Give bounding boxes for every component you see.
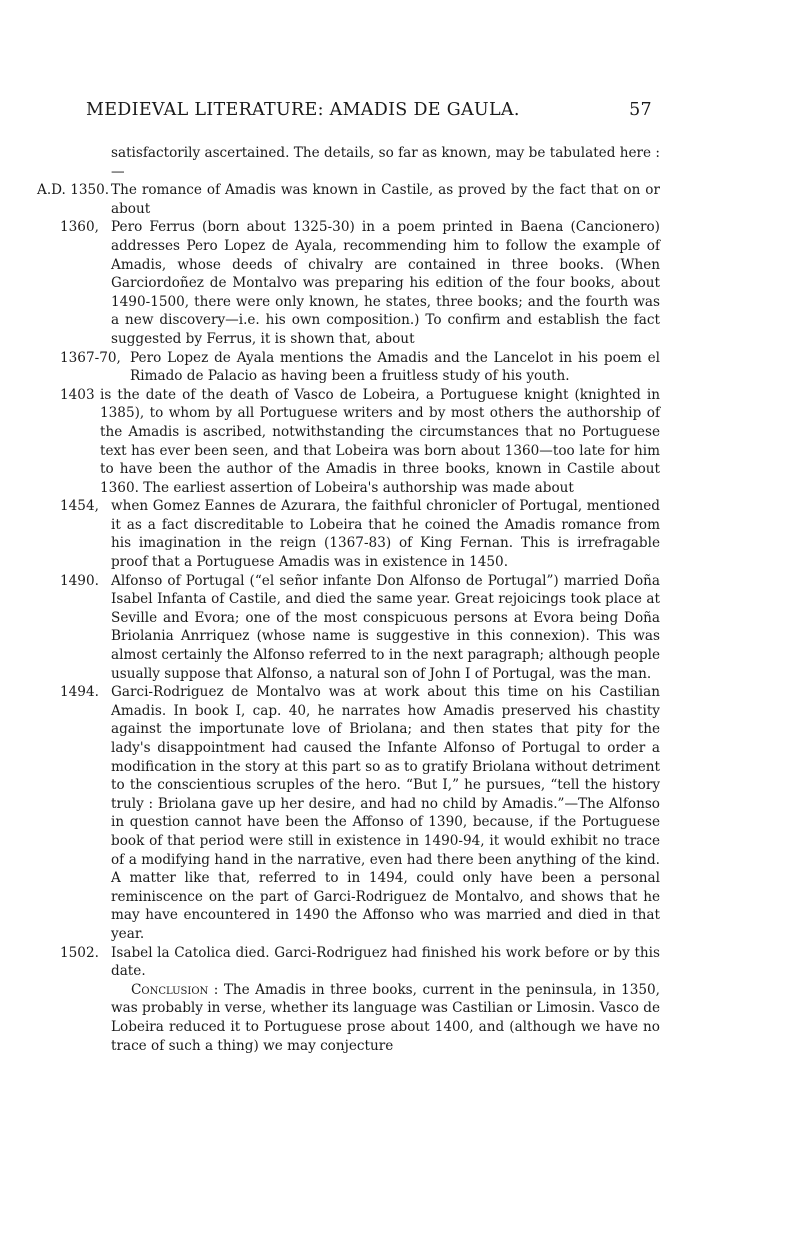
entry-date: 1502. [60, 944, 99, 961]
conclusion-text: The Amadis in three books, current in the peninsula, in 1350, was probably in verse, whether its language was Castilian or Limosin. Vasco de Lobeira reduced it to Portuguese prose about 1400, and (although we have no trace of such a thing) we may conjecture [111, 981, 660, 1054]
chronology-entry [37, 181, 660, 218]
entry-date: 1494. [60, 684, 99, 701]
entry-text: when Gomez Eannes de Azurara, the faithful chronicler of Portugal, mentioned it as a fact discreditable to Lobeira that he coined the Amadis romance from his imagination in the reign (1367-83) of King Fernan. This is irrefragable proof that a Portuguese Amadis was in existence in 1450. [111, 498, 660, 571]
chronology-entry [60, 218, 660, 348]
entry-date: 1403 [60, 386, 95, 403]
chronology-entry [60, 386, 660, 498]
chronology-entry [60, 572, 660, 684]
entry-date: 1367-70, [60, 349, 121, 366]
running-title: MEDIEVAL LITERATURE: AMADIS DE GAULA. [86, 100, 520, 120]
entry-text: Garci-Rodriguez de Montalvo was at work about this time on his Castilian Amadis. In book I, cap. 40, he narrates how Amadis preserved his chastity against the importunate love of Briolana; and then states that pity for the lady's disappointment had caused the Infante Alfonso of Portugal to order a modification in the story at this part so as to gratify Briolana without detriment to the conscientious scruples of the hero. “But I,” he pursues, “tell the history truly : Briolana gave up her desire, and had no child by Amadis.”—The Alfonso in question cannot have been the Affonso of 1390, because, if the Portuguese book of that period were still in existence in 1490-94, it would exhibit no trace of a modifying hand in the narrative, even had there been anything of the kind. A matter like that, referred to in 1494, could only have been a personal reminiscence on the part of Garci-Rodriguez de Montalvo, and shows that he may have encountered in 1490 the Affonso who was married and died in that year. [111, 684, 660, 942]
chronology-entry [60, 349, 660, 386]
entry-text: Alfonso of Portugal (“el señor infante Don Alfonso de Portugal”) married Doña Isabel Infanta of Castile, and died the same year. Great rejoicings took place at Seville and Evora; one of the most conspicuous persons at Evora being Doña Briolania Anrriquez (whose name is suggestive in this connexion). This was almost certainly the Alfonso referred to in the next paragraph; although people usually suppose that Alfonso, a natural son of John I of Portugal, was the man. [111, 572, 660, 682]
entry-date: A.D. 1350. [37, 182, 110, 199]
entry-text: Pero Ferrus (born about 1325-30) in a poem printed in Baena (Cancionero) addresses Pero Lopez de Ayala, recommending him to follow the example of Amadis, whose deeds of chivalry are contained in three books. (When Garciordoñez de Montalvo was preparing his edition of the four books, about 1490-1500, there were only known, he states, three books; and the fourth was a new discovery—i.e. his own composition.) To confirm and establish the fact suggested by Ferrus, it is shown that, about [111, 219, 660, 347]
entry-text: Pero Lopez de Ayala mentions the Amadis and the Lancelot in his poem el Rimado de Palacio as having been a fruitless study of his youth. [130, 349, 660, 385]
entry-text: is the date of the death of Vasco de Lobeira, a Portuguese knight (knighted in 1385), to whom by all Portuguese writers and by most others the authorship of the Amadis is ascribed, notwithstanding the circumstances that no Portuguese text has ever been seen, and that Lobeira was born about 1360—too late for him to have been the author of the Amadis in three books, known in Castile about 1360. The earliest assertion of Lobeira's authorship was made about [100, 386, 660, 496]
conclusion-paragraph [60, 981, 660, 1055]
entry-date: 1454, [60, 498, 99, 515]
running-header [86, 100, 652, 120]
chronology-entry [60, 683, 660, 943]
chronology-entry [60, 497, 660, 571]
entry-text: Isabel la Catolica died. Garci-Rodriguez had finished his work before or by this date. [111, 944, 660, 980]
page-body [37, 144, 660, 1055]
entry-date: 1360, [60, 219, 99, 236]
page-number: 57 [629, 100, 652, 120]
entry-date: 1490. [60, 572, 99, 589]
intro-paragraph: satisfactorily ascertained. The details, so far as known, may be tabulated here :— [111, 145, 660, 180]
chronology-entry [60, 944, 660, 981]
conclusion-label: Conclusion : [131, 981, 219, 998]
entry-text: The romance of Amadis was known in Castile, as proved by the fact that on or about [111, 182, 660, 217]
